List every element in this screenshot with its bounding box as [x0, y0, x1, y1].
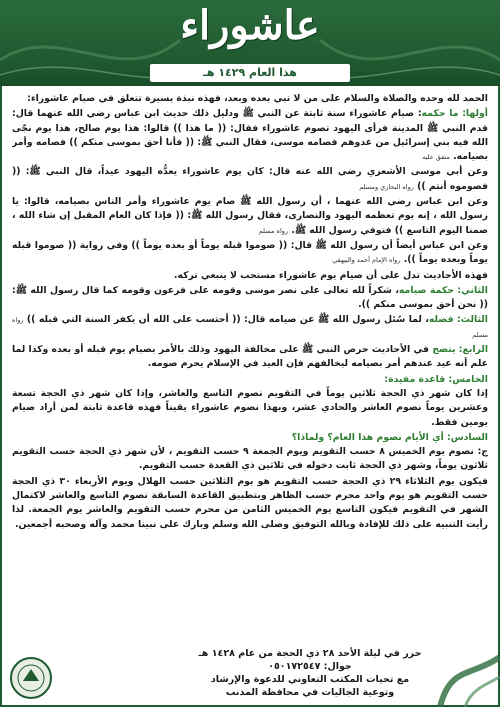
section-6b: فيكون يوم الثلاثاء ٢٩ ذي الحجة حسب التقويم هو يوم الثلاثين حسب الهلال ويوم الأربعاء ٣٠ ذي الحجة حسب التقويم هو يوم واحد محرم حسب الظاهر وبتطبيق القاعدة السابقة نصوم التاسع والعاشر لاكتمال الشهر في التقويم فيكون التاسع يوم الخميس الثامن من محرم حسب التقويم والعاشر يوم الجمعة. لذا رأيت التنبيه على ذلك للإفادة وبالله التوفيق وصلى الله وسلم وبارك على نبينا محمد وآله وصحبه أجمعين. [12, 475, 488, 530]
footer-date: حرر في ليلة الأحد ٢٨ ذي الحجة من عام ١٤٢٨ هـ [198, 648, 422, 659]
footer-org-line-1: مع تحيات المكتب التعاوني للدعوة والإرشاد [210, 674, 410, 685]
page-title: عاشوراء [180, 2, 320, 49]
section-5-heading: الخامس: قاعدة مفيدة: [384, 373, 488, 385]
section-3-heading: الثالث: فضله [428, 314, 488, 326]
section-6 [12, 431, 488, 474]
footer-block [180, 647, 440, 699]
section-1c-text: وعن ابن عباس رضي الله عنهما ، أن رسول الله ﷺ صام يوم عاشوراء وأمر الناس بصيامه، قالوا: يا رسول الله ، إنه يوم تعظمه اليهود والنصارى، فقال رسول الله ﷺ: (( فإذا كان العام المقبل إن شاء الله ، صمنا اليوم التاسع )) فتوفي رسول الله ﷺ. [12, 196, 488, 236]
section-1-ref: متفق عليه [422, 153, 450, 162]
section-1d [12, 239, 488, 268]
section-3-ref: رواه مسلم [12, 316, 488, 339]
section-1b-ref: رواه البخاري ومسلم [359, 182, 414, 191]
section-1d-text: وعن ابن عباس أيضاً أن رسول الله ﷺ قال: (( صوموا قبله يوماً أو بعده يوماً )) وفي رواية (( صوموا قبله يوماً وبعده يوماً )). [12, 239, 488, 266]
logo-icon [8, 655, 54, 701]
section-1d-ref: رواه الإمام أحمد والبيهقي [332, 256, 401, 265]
header-banner [0, 0, 500, 86]
intro-paragraph: الحمد لله وحده والصلاة والسلام على من لا نبي بعده وبعد، فهذه نبذة يسيرة تتعلق في صيام عاشوراء: [27, 93, 488, 104]
section-2-text: ، شكراً لله تعالى على نصر موسى وقومه على فرعون وقومه كما قال رسول الله ﷺ: (( نحن أحق بموسى منكم )). [12, 284, 488, 311]
section-1b [12, 165, 488, 194]
article-body [12, 92, 488, 645]
section-1c-ref: رواه مسلم [258, 226, 289, 235]
section-1b-text: وعن أبي موسى الأشعري رضي الله عنه قال: كان يوم عاشوراء يعدُّه اليهود عيداً، قال النبي ﷺ: (( فصوموه أنتم )) [12, 166, 488, 192]
year-banner: هذا العام ١٤٢٩ هـ [150, 64, 350, 82]
section-4-heading: الرابع: يتضح [432, 344, 488, 356]
section-1c [12, 195, 488, 238]
section-2 [12, 284, 488, 313]
section-1 [12, 107, 488, 164]
footer-org-line-2: وتوعية الجاليات في محافظة المذنب [225, 687, 395, 698]
section-1-heading: أولها: ما حكمه [421, 108, 488, 120]
section-5-text: إذا كان شهر ذي الحجة ثلاثين يوماً في التقويم نصوم التاسع والعاشر، وإذا كان شهر ذي الحجة تسعة وعشرين يوماً نصوم العاشر والحادي عشر، وبهذا نصوم عاشوراء يقيناً فهذه قاعدة ثابتة لمن أراد صيام يومين فقط. [12, 387, 488, 428]
section-5 [12, 373, 488, 430]
section-2-heading: الثاني: حكمة صيامه [398, 284, 488, 296]
section-3-text: ، لما سُئل رسول الله ﷺ عن صيامه قال: (( أحتسب على الله أن يكفر السنة التي قبله )) [26, 314, 429, 326]
section-4 [12, 343, 488, 372]
section-6-heading: السادس: أي الأيام نصوم هذا العام؟ ولماذا؟ [291, 431, 488, 443]
section-3 [12, 313, 488, 342]
section-1-text: : صيام عاشوراء سنة ثابتة عن النبي ﷺ ودليل ذلك حديث ابن عباس رضي الله عنهما قال: قدم النبي ﷺ المدينة فرأى اليهود تصوم عاشوراء فقال: (( ما هذا )) قالوا: هذا يوم صالح، هذا يوم نجّى الله فيه بني إسرائيل من عدوهم فصامه موسى، فقال النبي ﷺ: (( فأنا أحق بموسى منكم )) فصامه وأمر بصيامه. [12, 108, 488, 163]
section-1e: فهذه الأحاديث تدل على أن صيام يوم عاشوراء مستحب لا ينبغي تركه. [173, 269, 488, 281]
section-6-text: ج: نصوم يوم الخميس ٨ حسب التقويم ويوم الجمعة ٩ حسب التقويم ، لأن شهر ذي الحجة حسب التقويم ثلاثون يوماً، وشهر ذي الحجة ثابت دخوله في ثلاثين ذي القعدة حسب التقويم. [12, 446, 488, 472]
footer-phone: جوال: ٠٥٠١٧٢٥٤٧ [268, 661, 352, 672]
section-4-text: في الأحاديث حرص النبي ﷺ على مخالفة اليهود وذلك بالأمر بصيام يوم قبله أو بعده وكذا لما علم أنه عيد عندهم أمر بصيامه ليخالفهم فإن العيد في الإسلام يحرم صومه. [12, 344, 488, 370]
